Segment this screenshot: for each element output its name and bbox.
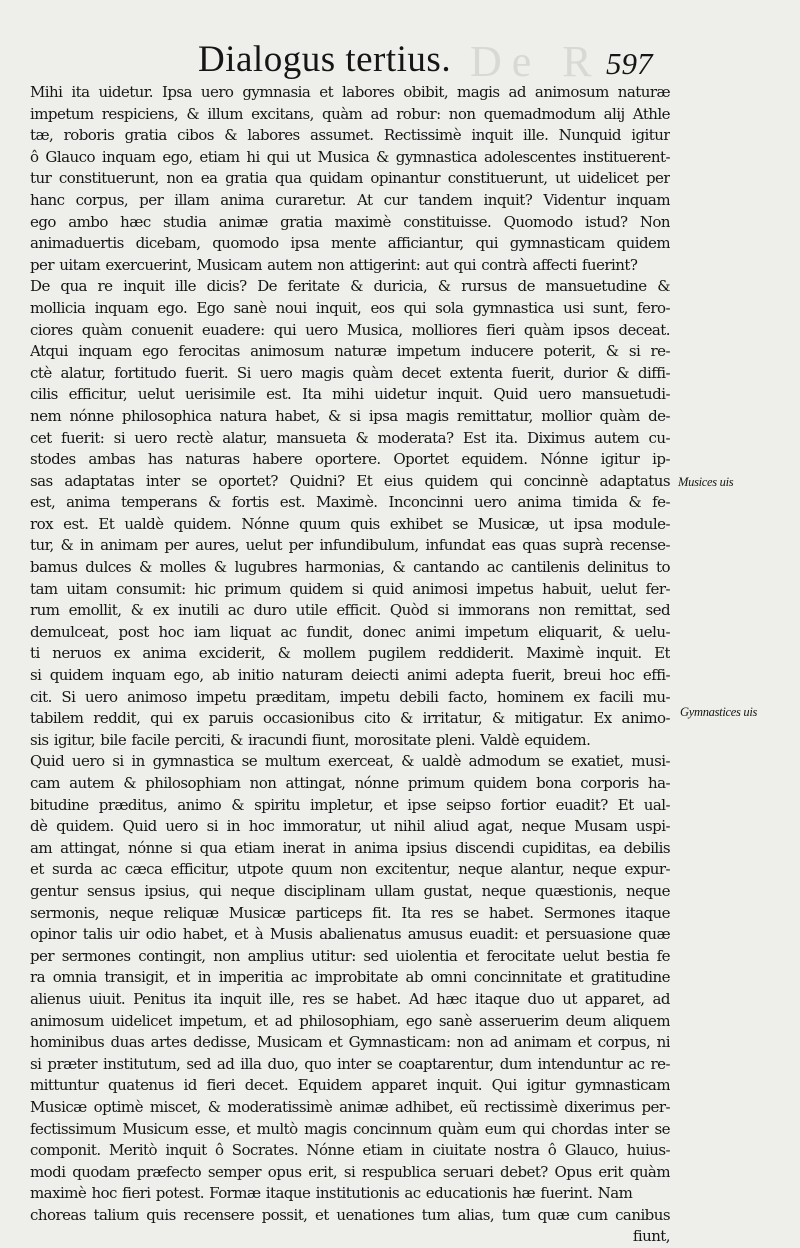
text-line: per uitam exercuerint, Musicam autem non attigerint: aut qui contrà affecti fuerint? bbox=[30, 255, 638, 274]
text-line: cet fuerit: si uero rectè alatur, mansueta & moderata? Est ita. Diximus autem cu- bbox=[30, 428, 670, 447]
page-header bbox=[0, 38, 800, 84]
text-line: sermonis, neque reliquæ Musicæ particeps fit. Ita res se habet. Sermones itaque bbox=[30, 903, 670, 922]
text-line: per sermones contingit, non amplius utitur: sed uiolentia et ferocitate uelut bestia fe bbox=[30, 946, 670, 965]
text-line: et surda ac cæca efficitur, utpote quum non excitentur, neque alantur, neque expur- bbox=[30, 860, 670, 879]
text-line: animosum uidelicet impetum, et ad philosophiam, ego sanè asseruerim deum aliquem bbox=[30, 1011, 670, 1030]
text-line: gentur sensus ipsius, qui neque disciplinam ullam gustat, neque quæstionis, neque bbox=[30, 881, 670, 900]
text-line: sis igitur, bile facile perciti, & iracundi fiunt, morositate pleni. Valdè equidem. bbox=[30, 730, 591, 749]
text-line: impetum respiciens, & illum excitans, quàm ad robur: non quemadmodum alij Athle bbox=[30, 104, 670, 123]
text-line: alienus uiuit. Penitus ita inquit ille, res se habet. Ad hæc itaque duo ut apparet, ad bbox=[30, 989, 670, 1008]
text-line: cit. Si uero animoso impetu præditam, impetu debili facto, hominem ex facili mu- bbox=[30, 687, 670, 706]
text-line: ra omnia transigit, et in imperitia ac improbitate ab omni concinnitate et gratitudine bbox=[30, 968, 670, 987]
text-line: ctè alatur, fortitudo fuerit. Si uero magis quàm decet extenta fuerit, durior & diffi- bbox=[30, 363, 670, 382]
text-line: Mihi ita uidetur. Ipsa uero gymnasia et labores obibit, magis ad animosum naturæ bbox=[30, 83, 670, 101]
text-line: bamus dulces & molles & lugubres harmonias, & cantando ac cantilenis delinitus to bbox=[30, 558, 670, 577]
text-line: fiunt, bbox=[632, 1227, 670, 1246]
text-line: demulceat, post hoc iam liquat ac fundit, donec animi impetum eliquarit, & uelu- bbox=[30, 622, 670, 641]
marginal-note-gymnastices: Gymnastices uis bbox=[680, 705, 758, 719]
text-line: choreas talium quis recensere possit, et uenationes tum alias, tum quæ cum canibus bbox=[30, 1205, 670, 1224]
bleed-through-text: De R bbox=[470, 37, 602, 86]
text-line: tabilem reddit, qui ex paruis occasionibus cito & irritatur, & mitigatur. Ex animo- bbox=[30, 709, 670, 728]
text-line: Atqui inquam ego ferocitas animosum naturæ impetum inducere poterit, & si re- bbox=[30, 342, 670, 361]
text-line: tam uitam consumit: hic primum quidem si quid animosi impetus habuit, uelut fer- bbox=[30, 579, 670, 598]
text-line: ô Glauco inquam ego, etiam hi qui ut Musica & gymnastica adolescentes instituerent- bbox=[30, 147, 670, 166]
text-line: rox est. Et ualdè quidem. Nónne quum quis exhibet se Musicæ, ut ipsa module- bbox=[30, 514, 670, 533]
text-line: tæ, roboris gratia cibos & labores assumet. Rectissimè inquit ille. Nunquid igitur bbox=[30, 126, 670, 145]
text-line: bitudine præditus, animo & spiritu impletur, et ipse seipso fortior euadit? Et ual- bbox=[30, 795, 670, 814]
text-line: De qua re inquit ille dicis? De feritate & duricia, & rursus de mansuetudine & bbox=[30, 277, 670, 296]
text-line: nem nónne philosophica natura habet, & si ipsa magis remittatur, mollior quàm de- bbox=[30, 406, 670, 425]
text-line: ciores quàm conuenit euadere: qui uero Musica, molliores fieri quàm ipsos deceat. bbox=[30, 320, 670, 339]
text-line: si præter institutum, sed ad illa duo, quo inter se coaptarentur, dum intenduntur ac re- bbox=[30, 1054, 670, 1073]
marginal-note-musices: Musices uis bbox=[678, 475, 734, 489]
text-line: rum emollit, & ex inutili ac duro utile efficit. Quòd si immorans non remittat, sed bbox=[30, 601, 670, 620]
text-line: fectissimum Musicum esse, et multò magis concinnum quàm eum qui chordas inter se bbox=[30, 1119, 670, 1138]
text-line: stodes ambas has naturas habere oportere. Oportet equidem. Nónne igitur ip- bbox=[30, 450, 670, 469]
running-title: Dialogus tertius. bbox=[198, 39, 452, 80]
text-line: Musicæ optimè miscet, & moderatissimè animæ adhibet, eũ rectissimè dixerimus per- bbox=[30, 1097, 670, 1116]
text-line: cilis efficitur, uelut uerisimile est. Ita mihi uidetur inquit. Quid uero mansuetudi- bbox=[30, 385, 670, 404]
text-line: tur constituerunt, non ea gratia qua quidam opinantur constituerunt, ut uidelicet per bbox=[30, 169, 670, 188]
text-line: dè quidem. Quid uero si in hoc immoratur, ut nihil aliud agat, neque Musam uspi- bbox=[30, 817, 670, 836]
text-line: ego ambo hæc studia animæ gratia maximè constituisse. Quomodo istud? Non bbox=[30, 212, 670, 231]
text-line: tur, & in animam per aures, uelut per infundibulum, infundat eas quas suprà recense- bbox=[30, 536, 670, 555]
text-line: animaduertis dicebam, quomodo ipsa mente afficiantur, qui gymnasticam quidem bbox=[30, 234, 670, 253]
page-number: 597 bbox=[606, 46, 653, 81]
text-line: si quidem inquam ego, ab initio naturam deiecti animi adepta fuerit, breui hoc effi- bbox=[30, 666, 670, 685]
text-line: modi quodam præfecto semper opus erit, si respublica seruari debet? Opus erit quàm bbox=[30, 1162, 670, 1181]
body-text bbox=[30, 82, 670, 1248]
text-line: ti neruos ex anima exciderit, & mollem pugilem reddiderit. Maximè inquit. Et bbox=[30, 644, 670, 663]
text-line: maximè hoc fieri potest. Formæ itaque institutionis ac educationis hæ fuerint. Nam bbox=[30, 1184, 633, 1203]
text-line: hominibus duas artes dedisse, Musicam et Gymnasticam: non ad animam et corpus, ni bbox=[30, 1033, 670, 1052]
text-line: opinor talis uir odio habet, et à Musis abalienatus amusus euadit: et persuasione quæ bbox=[30, 925, 670, 944]
text-line: cam autem & philosophiam non attingat, nónne primum quidem bona corporis ha- bbox=[30, 774, 670, 792]
text-line: mollicia inquam ego. Ego sanè noui inquit, eos qui sola gymnastica usi sunt, fero- bbox=[30, 298, 670, 317]
text-line: hanc corpus, per illam anima curaretur. At cur tandem inquit? Videntur inquam bbox=[30, 190, 670, 209]
text-line: Quid uero si in gymnastica se multum exerceat, & ualdè admodum se exatiet, musi- bbox=[30, 752, 670, 771]
text-line: est, anima temperans & fortis est. Maximè. Inconcinni uero anima timida & fe- bbox=[30, 493, 670, 512]
text-line: mittuntur quatenus id fieri decet. Equidem apparet inquit. Qui igitur gymnasticam bbox=[30, 1076, 670, 1095]
text-line: sas adaptatas inter se oportet? Quidni? Et eius quidem qui concinnè adaptatus bbox=[30, 471, 670, 490]
text-line: am attingat, nónne si qua etiam inerat in anima ipsius discendi cupiditas, ea debilis bbox=[30, 838, 670, 857]
text-line: componit. Meritò inquit ô Socrates. Nónne etiam in ciuitate nostra ô Glauco, huius- bbox=[30, 1141, 670, 1160]
